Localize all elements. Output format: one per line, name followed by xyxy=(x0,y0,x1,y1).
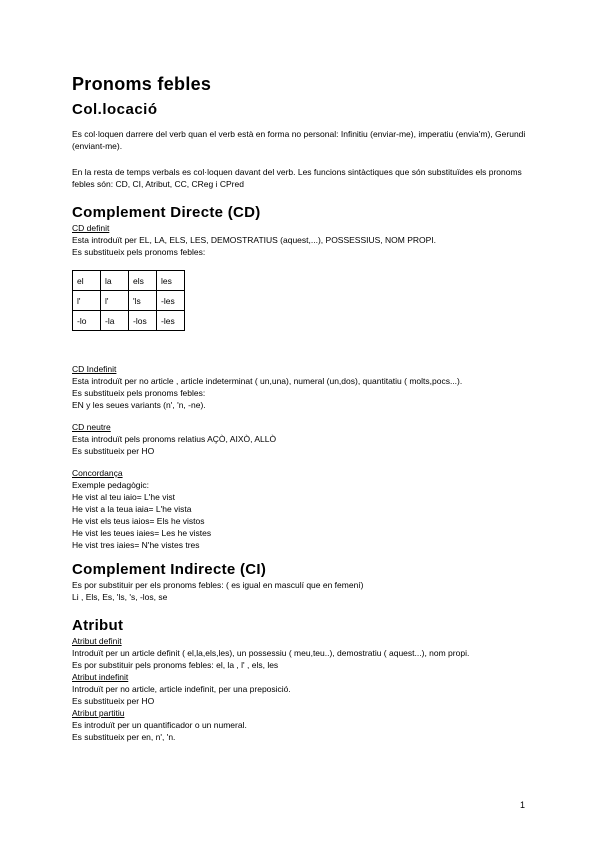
cd-indefinit-line-2: Es substitueix pels pronoms febles: xyxy=(72,388,206,398)
table-cell: la xyxy=(101,271,129,291)
label-concordanca: Concordança xyxy=(72,468,123,478)
section-subtitle-collocacio: Col.locació xyxy=(72,101,158,118)
intro-paragraph-2: En la resta de temps verbals es col·loquen davant del verb. Les funcions sintàctiques que són substituïdes els pronoms febles són: CD, CI, Atribut, CC, CReg i CPred xyxy=(72,167,522,189)
table-cell: -la xyxy=(101,311,129,331)
heading-complement-indirecte: Complement Indirecte (CI) xyxy=(72,561,267,578)
cd-definit-line-2: Es substitueix pels pronoms febles: xyxy=(72,247,206,257)
atribut-partitiu-line-2: Es substitueix per en, n', 'n. xyxy=(72,732,176,742)
table-cell: l' xyxy=(101,291,129,311)
atribut-definit-line-1: Introduït per un article definit ( el,la,els,les), un possessiu ( meu,teu..), demostratiu ( aquest...), nom propi. xyxy=(72,648,470,658)
concordanca-line: He vist al teu iaio= L'he vist xyxy=(72,492,175,502)
concordanca-line: Exemple pedagògic: xyxy=(72,480,150,490)
label-atribut-indefinit: Atribut indefinit xyxy=(72,672,129,682)
concordanca-line: He vist els teus iaios= Els he vistos xyxy=(72,516,205,526)
ci-line-2: Li , Els, Es, 'ls, 's, -los, se xyxy=(72,592,168,602)
cd-definit-line-1: Esta introduït per EL, LA, ELS, LES, DEMOSTRATIUS (aquest,...), POSSESSIUS, NOM PROPI. xyxy=(72,235,437,245)
table-cell: -les xyxy=(157,311,185,331)
concordanca-line: He vist tres iaies= N'he vistes tres xyxy=(72,540,200,550)
atribut-definit-line-2: Es por substituir pels pronoms febles: el, la , l' , els, les xyxy=(72,660,279,670)
cd-neutre-line-2: Es substitueix per HO xyxy=(72,446,155,456)
table-cell: el xyxy=(73,271,101,291)
label-cd-indefinit: CD Indefinit xyxy=(72,364,117,374)
label-cd-neutre: CD neutre xyxy=(72,422,111,432)
table-cell: les xyxy=(157,271,185,291)
table-row xyxy=(73,311,185,331)
pronoms-table xyxy=(72,270,185,331)
label-atribut-definit: Atribut definit xyxy=(72,636,122,646)
heading-complement-directe: Complement Directe (CD) xyxy=(72,204,261,221)
table-cell: els xyxy=(129,271,157,291)
concordanca-line: He vist les teues iaies= Les he vistes xyxy=(72,528,212,538)
table-cell: -les xyxy=(157,291,185,311)
intro-paragraph-1: Es col·loquen darrere del verb quan el verb està en forma no personal: Infinitiu (enviar-me), imperatiu (envia'm), Gerundi (enviant-me). xyxy=(72,129,526,151)
table-cell: -lo xyxy=(73,311,101,331)
table-row xyxy=(73,291,185,311)
heading-atribut: Atribut xyxy=(72,617,124,634)
label-cd-definit: CD definit xyxy=(72,223,110,233)
label-atribut-partitiu: Atribut partitiu xyxy=(72,708,125,718)
page-title: Pronoms febles xyxy=(72,74,212,94)
ci-line-1: Es por substituir per els pronoms febles: ( es igual en masculí que en femení) xyxy=(72,580,364,590)
atribut-partitiu-line-1: Es introduït per un quantificador o un numeral. xyxy=(72,720,247,730)
table-cell: -los xyxy=(129,311,157,331)
page-number: 1 xyxy=(520,800,526,810)
cd-indefinit-line-3: EN y les seues variants (n', 'n, -ne). xyxy=(72,400,206,410)
cd-indefinit-line-1: Esta introduït per no article , article indeterminat ( un,una), numeral (un,dos), quantitatiu ( molts,pocs...). xyxy=(72,376,463,386)
document-content xyxy=(72,74,532,743)
table-cell: 'ls xyxy=(129,291,157,311)
table-row xyxy=(73,271,185,291)
concordanca-line: He vist a la teua iaia= L'he vista xyxy=(72,504,192,514)
atribut-indefinit-line-1: Introduït per no article, article indefinit, per una preposició. xyxy=(72,684,291,694)
table-cell: l' xyxy=(73,291,101,311)
atribut-indefinit-line-2: Es substitueix per HO xyxy=(72,696,155,706)
cd-neutre-line-1: Esta introduït pels pronoms relatius AÇÒ, AIXÒ, ALLÒ xyxy=(72,434,277,444)
